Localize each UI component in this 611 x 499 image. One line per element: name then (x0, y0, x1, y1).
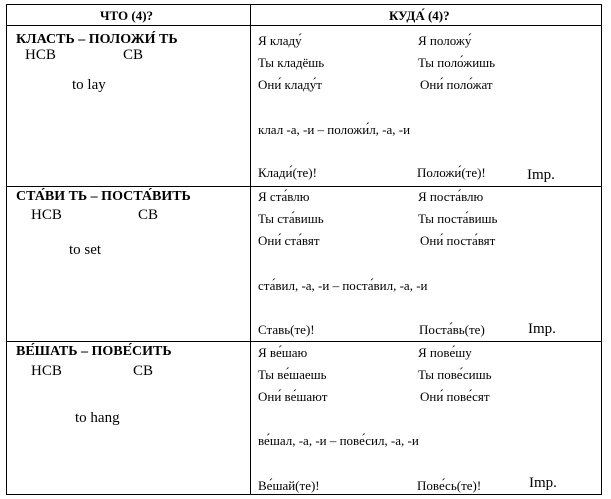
imperative-nsv: Клади́(те)! (258, 165, 317, 180)
english-translation: to hang (75, 410, 120, 426)
nsv-form: Я ста́влю (258, 189, 310, 204)
nsv-form: Ты ве́шаешь (258, 367, 327, 382)
imperative-sv: Положи́(те)! (417, 165, 486, 180)
header-divider (7, 25, 601, 26)
sv-form: Я поста́влю (418, 189, 484, 204)
past-forms: ве́шал, -а, -и – пове́сил, -а, -и (258, 433, 419, 448)
nsv-form: Ты ста́вишь (258, 211, 324, 226)
imperative-sv: Пове́сь(те)! (417, 478, 482, 493)
imperative-nsv: Ве́шай(те)! (258, 478, 320, 493)
sv-form: Ты пове́сишь (418, 367, 492, 382)
english-translation: to set (69, 242, 102, 258)
aspect-imperfective: НСВ (25, 47, 56, 63)
nsv-form: Они́ ста́вят (258, 233, 320, 248)
nsv-form: Я кладу́ (258, 33, 302, 48)
sv-form: Они́ поло́жат (420, 77, 493, 92)
sv-form: Ты поста́вишь (418, 211, 498, 226)
row-divider (7, 341, 601, 342)
nsv-form: Они́ кладу́т (258, 77, 322, 92)
sv-form: Они́ пове́сят (420, 389, 490, 404)
imperative-nsv: Ставь(те)! (258, 322, 315, 337)
nsv-form: Они́ ве́шают (258, 389, 328, 404)
imperative-sv: Поста́вь(те) (419, 322, 485, 337)
aspect-imperfective: НСВ (31, 363, 62, 379)
verb-table (6, 4, 602, 495)
verb-pair: ВЕ́ШАТЬ – ПОВЕ́СИТЬ (16, 344, 172, 359)
column-divider (250, 5, 251, 494)
nsv-form: Ты кладёшь (258, 55, 325, 70)
imp-label: Imp. (527, 167, 555, 183)
past-forms: ста́вил, -а, -и – поста́вил, -а, -и (258, 278, 428, 293)
english-translation: to lay (72, 77, 106, 93)
sv-form: Они́ поста́вят (420, 233, 496, 248)
past-forms: клал -а, -и – положи́л, -а, -и (258, 122, 411, 137)
aspect-perfective: СВ (138, 207, 159, 223)
sv-form: Я положу́ (418, 33, 472, 48)
verb-pair: КЛАСТЬ – ПОЛОЖИ́ ТЬ (16, 32, 178, 47)
verb-pair: СТА́ВИ ТЬ – ПОСТА́ВИТЬ (16, 189, 191, 204)
header-what: ЧТО (4)? (100, 8, 154, 23)
nsv-form: Я ве́шаю (258, 345, 308, 360)
header-where: КУДА́ (4)? (389, 8, 450, 23)
sv-form: Я пове́шу (418, 345, 472, 360)
sv-form: Ты поло́жишь (418, 55, 496, 70)
aspect-imperfective: НСВ (31, 207, 62, 223)
row-divider (7, 186, 601, 187)
aspect-perfective: СВ (133, 363, 154, 379)
imp-label: Imp. (528, 321, 556, 337)
imp-label: Imp. (529, 475, 557, 491)
aspect-perfective: СВ (123, 47, 144, 63)
